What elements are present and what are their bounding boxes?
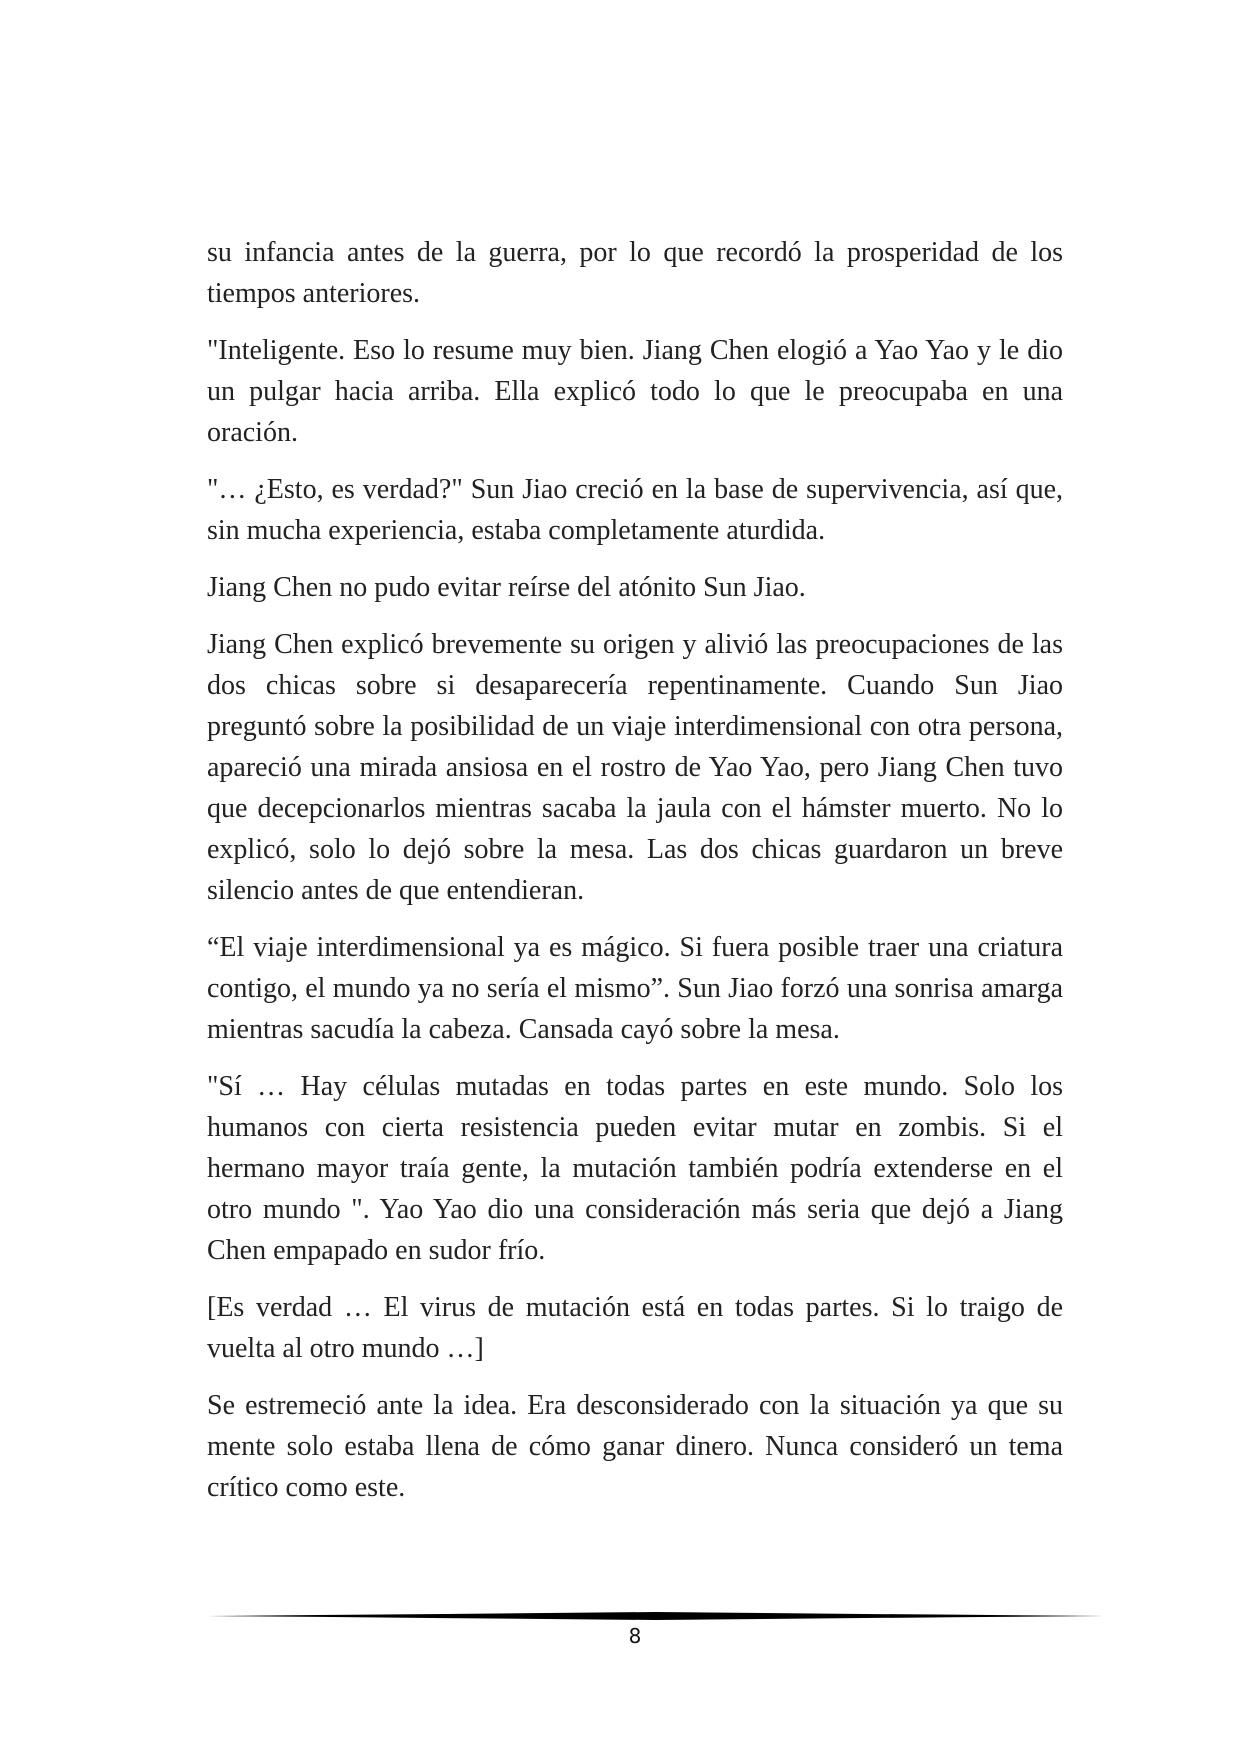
paragraph-4: Jiang Chen no pudo evitar reírse del atónito Sun Jiao. — [207, 572, 806, 603]
paragraph-3: "… ¿Esto, es verdad?" Sun Jiao creció en la base de supervivencia, así que, sin mucha experiencia, estaba completamente aturdida. — [207, 474, 1063, 546]
paragraph-6: “El viaje interdimensional ya es mágico. Si fuera posible traer una criatura contigo, el mundo ya no sería el mismo”. Sun Jiao forzó una sonrisa amarga mientras sacudía la cabeza. Cansada cayó sobre la mesa. — [207, 932, 1063, 1045]
footer-rule — [207, 1611, 1104, 1621]
paragraph-1: su infancia antes de la guerra, por lo que recordó la prosperidad de los tiempos anteriores. — [207, 237, 1063, 309]
body-text — [207, 232, 1063, 1524]
paragraph-5: Jiang Chen explicó brevemente su origen y alivió las preocupaciones de las dos chicas sobre si desaparecería repentinamente. Cuando Sun Jiao preguntó sobre la posibilidad de un viaje interdimensional con otra persona, apareció una mirada ansiosa en el rostro de Yao Yao, pero Jiang Chen tuvo que decepcionarlos mientras sacaba la jaula con el hámster muerto. No lo explicó, solo lo dejó sobre la mesa. Las dos chicas guardaron un breve silencio antes de que entendieran. — [207, 629, 1063, 906]
paragraph-2: "Inteligente. Eso lo resume muy bien. Jiang Chen elogió a Yao Yao y le dio un pulgar hacia arriba. Ella explicó todo lo que le preocupaba en una oración. — [207, 335, 1063, 448]
page-number: 8 — [628, 1624, 642, 1648]
paragraph-9: Se estremeció ante la idea. Era desconsiderado con la situación ya que su mente solo estaba llena de cómo ganar dinero. Nunca consideró un tema crítico como este. — [207, 1390, 1063, 1503]
paragraph-8: [Es verdad … El virus de mutación está en todas partes. Si lo traigo de vuelta al otro mundo …] — [207, 1292, 1063, 1364]
footer-rule-swash — [207, 1612, 1104, 1620]
paragraph-7: "Sí … Hay células mutadas en todas partes en este mundo. Solo los humanos con cierta resistencia pueden evitar mutar en zombis. Si el hermano mayor traía gente, la mutación también podría extenderse en el otro mundo ". Yao Yao dio una consideración más seria que dejó a Jiang Chen empapado en sudor frío. — [207, 1071, 1063, 1266]
